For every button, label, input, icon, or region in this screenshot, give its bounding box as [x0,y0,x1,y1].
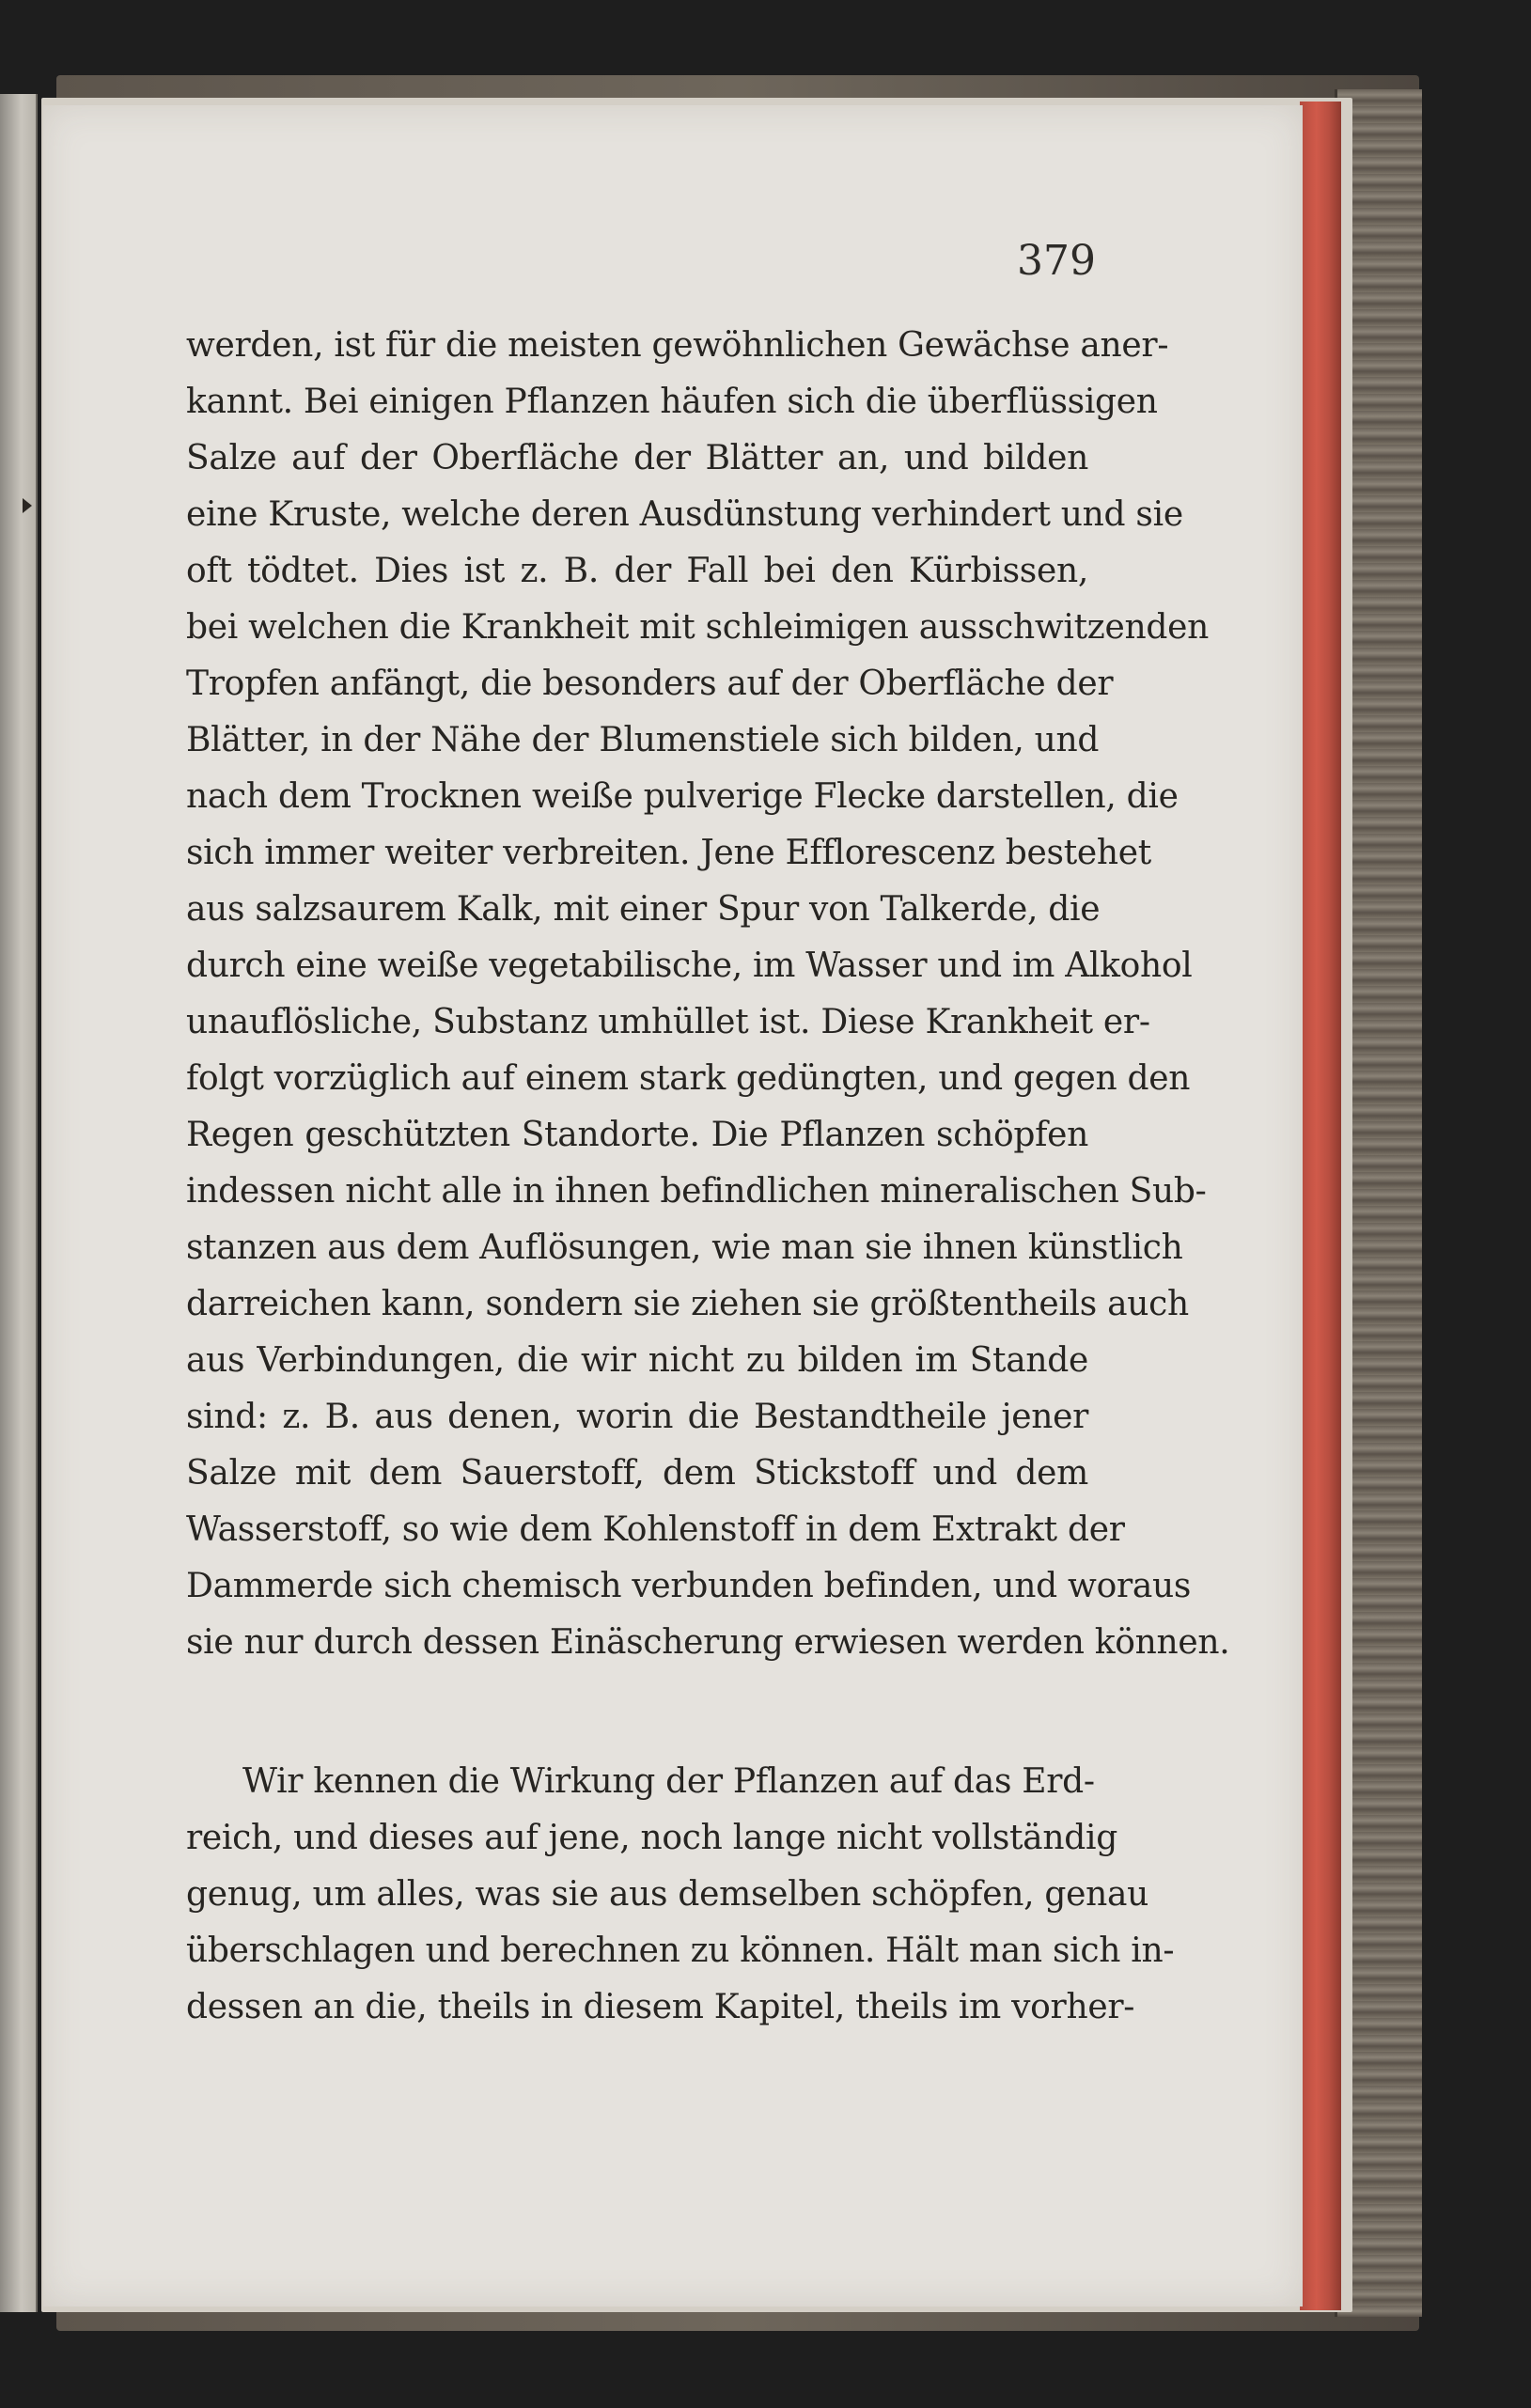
text-line: Salze auf der Oberfläche der Blätter an, und bilden [186,439,1088,477]
text-line: werden, ist für die meisten gewöhnlichen Gewächse aner- [186,326,1169,365]
paragraph-1 [186,318,1230,1671]
text-line: folgt vorzüglich auf einem stark gedüngten, und gegen den [186,1059,1191,1098]
margin-mark-icon [23,498,32,513]
text-line: durch eine weiße vegetabilische, im Wasser und im Alkohol [186,946,1193,985]
text-line: indessen nicht alle in ihnen befindlichen mineralischen Sub- [186,1172,1207,1211]
red-page-edge [1300,102,1341,2310]
text-line: unauflösliche, Substanz umhüllet ist. Diese Krankheit er- [186,1003,1150,1041]
text-line: eine Kruste, welche deren Ausdünstung verhindert und sie [186,495,1183,534]
book-page [43,105,1303,2306]
text-line: darreichen kann, sondern sie ziehen sie größtentheils auch [186,1285,1189,1323]
text-line: sie nur durch dessen Einäscherung erwiesen werden können. [186,1623,1230,1662]
text-line: stanzen aus dem Auflösungen, wie man sie ihnen künstlich [186,1228,1183,1267]
page-number: 379 [1017,237,1096,285]
previous-page-edge [0,94,38,2312]
text-line: oft tödtet. Dies ist z. B. der Fall bei den Kürbissen, [186,552,1088,590]
text-line: Blätter, in der Nähe der Blumenstiele sich bilden, und [186,721,1100,759]
text-line: überschlagen und berechnen zu können. Hält man sich in- [186,1931,1175,1970]
text-line: Wir kennen die Wirkung der Pflanzen auf das Erd- [242,1762,1095,1801]
paragraph-2 [186,1754,1175,2036]
text-line: bei welchen die Krankheit mit schleimigen ausschwitzenden [186,608,1209,647]
text-line: Wasserstoff, so wie dem Kohlenstoff in dem Extrakt der [186,1510,1125,1549]
text-line: Tropfen anfängt, die besonders auf der Oberfläche der [186,665,1114,703]
text-line: kannt. Bei einigen Pflanzen häufen sich die überflüssigen [186,383,1158,421]
text-line: nach dem Trocknen weiße pulverige Flecke darstellen, die [186,777,1179,816]
text-line: sind: z. B. aus denen, worin die Bestandtheile jener [186,1398,1088,1436]
text-line: aus Verbindungen, die wir nicht zu bilden im Stande [186,1341,1088,1380]
text-line: reich, und dieses auf jene, noch lange nicht vollständig [186,1819,1117,1857]
text-line: Regen geschützten Standorte. Die Pflanzen schöpfen [186,1116,1088,1154]
text-line: dessen an die, theils in diesem Kapitel, theils im vorher- [186,1988,1135,2026]
text-line: Dammerde sich chemisch verbunden befinden, und woraus [186,1567,1192,1605]
text-line: genug, um alles, was sie aus demselben schöpfen, genau [186,1875,1149,1914]
text-line: aus salzsaurem Kalk, mit einer Spur von Talkerde, die [186,890,1101,929]
text-line: Salze mit dem Sauerstoff, dem Stickstoff und dem [186,1454,1088,1493]
text-block [186,318,1230,2036]
paragraph-gap [186,1671,1088,1754]
text-line: sich immer weiter verbreiten. Jene Efflorescenz bestehet [186,834,1151,872]
